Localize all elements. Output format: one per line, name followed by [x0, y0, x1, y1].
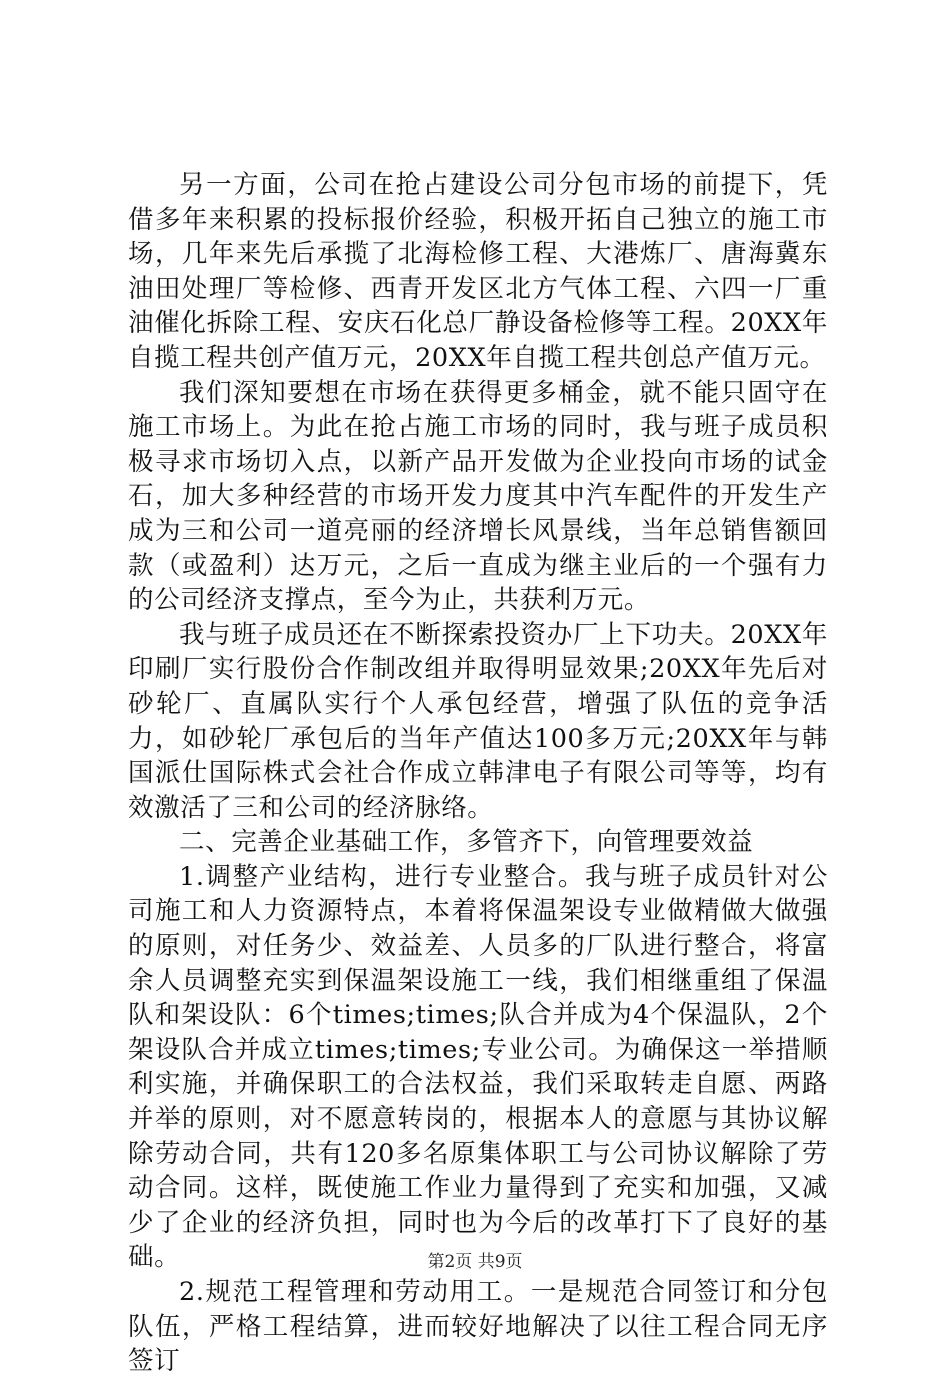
paragraph-new-products: 我们深知要想在市场在获得更多桶金，就不能只固守在施工市场上。为此在抢占施工市场的同时，我与班子成员积极寻求市场切入点，以新产品开发做为企业投向市场的试金石，加大多种经营的市场开发力度其中汽车配件的开发生产成为三和公司一道亮丽的经济增长风景线，当年总销售额回款（或盈利）达万元，之后一直成为继主业后的一个强有力的公司经济支撑点，至今为止，共获利万元。 — [128, 377, 828, 616]
paragraph-market-expansion: 另一方面，公司在抢占建设公司分包市场的前提下，凭借多年来积累的投标报价经验，积极开拓自己独立的施工市场，几年来先后承揽了北海检修工程、大港炼厂、唐海冀东油田处理厂等检修、西青开发区北方气体工程、六四一厂重油催化拆除工程、安庆石化总厂静设备检修等工程。20XX年自揽工程共创产值万元，20XX年自揽工程共创总产值万元。 — [128, 170, 828, 373]
section-heading: 二、完善企业基础工作，多管齐下，向管理要效益 — [179, 827, 754, 858]
document-body — [128, 168, 828, 1379]
page-number: 第2页 共9页 — [427, 1252, 523, 1272]
paragraph-investment: 我与班子成员还在不断探索投资办厂上下功夫。20XX年印刷厂实行股份合作制改组并取得明显效果;20XX年先后对砂轮厂、直属队实行个人承包经营，增强了队伍的竞争活力，如砂轮厂承包后的当年产值达100多万元;20XX年与韩国派仕国际株式会社合作成立韩津电子有限公司等等，均有效激活了三和公司的经济脉络。 — [128, 619, 828, 823]
paragraph-restructuring: 1.调整产业结构，进行专业整合。我与班子成员针对公司施工和人力资源特点，本着将保温架设专业做精做大做强的原则，对任务少、效益差、人员多的厂队进行整合，将富余人员调整充实到保温架设施工一线，我们相继重组了保温队和架设队：6个times;times;队合并成为4个保温队，2个架设队合并成立times;times;专业公司。为确保这一举措顺利实施，并确保职工的合法权益，我们采取转走自愿、两路并举的原则，对不愿意转岗的，根据本人的意愿与其协议解除劳动合同，共有120多名原集体职工与公司协议解除了劳动合同。这样，既使施工作业力量得到了充实和加强，又减少了企业的经济负担，同时也为今后的改革打下了良好的基础。 — [128, 861, 828, 1273]
paragraph-project-management: 2.规范工程管理和劳动用工。一是规范合同签订和分包队伍，严格工程结算，进而较好地解决了以往工程合同无序签订 — [128, 1277, 828, 1377]
